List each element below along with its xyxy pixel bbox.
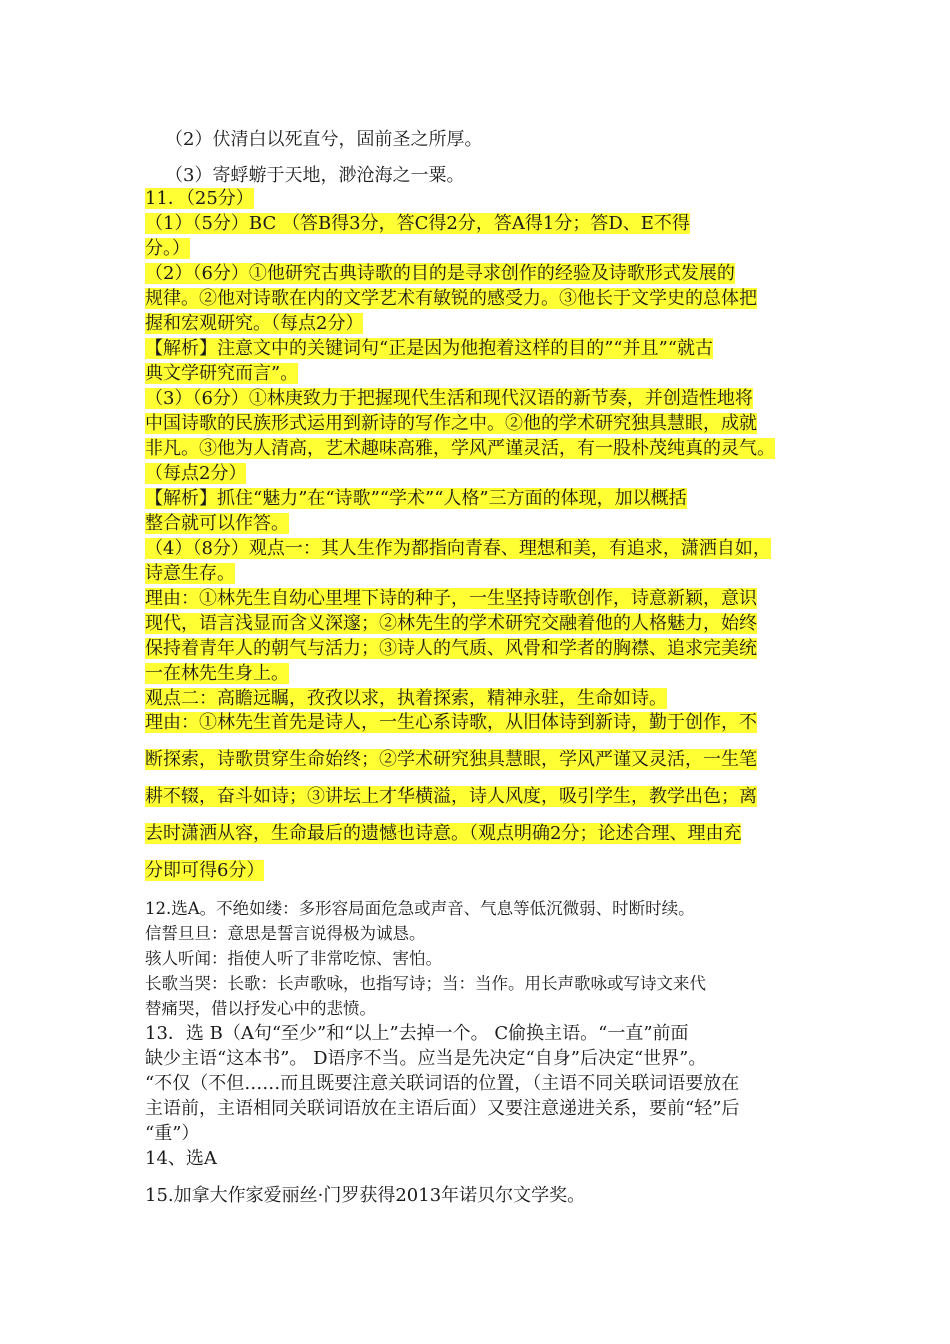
highlighted-line: 11．（25分） xyxy=(145,188,254,209)
highlighted-line: （每点2分） xyxy=(145,463,247,484)
text-line: 替痛哭，借以抒发心中的悲愤。 xyxy=(145,999,376,1018)
text-line: “重”） xyxy=(145,1123,200,1144)
highlighted-line: 分。） xyxy=(145,238,190,259)
highlighted-line: 中国诗歌的民族形式运用到新诗的写作之中。②他的学术研究独具慧眼，成就 xyxy=(145,413,757,434)
text-line: （2）伏清白以死直兮，固前圣之所厚。 xyxy=(165,129,483,150)
highlighted-line: 【解析】注意文中的关键词句“正是因为他抱着这样的目的”“并且”“就古 xyxy=(145,338,714,359)
text-line: 缺少主语“这本书”。 D语序不当。应当是先决定“自身”后决定“世界”。 xyxy=(145,1048,707,1069)
text-line: 15.加拿大作家爱丽丝·门罗获得2013年诺贝尔文学奖。 xyxy=(145,1185,586,1206)
highlighted-line: 典文学研究而言”。 xyxy=(145,363,299,384)
text-line: （3）寄蜉蝣于天地，渺沧海之一粟。 xyxy=(165,165,465,186)
highlighted-line: 保持着青年人的朝气与活力；③诗人的气质、风骨和学者的胸襟、追求完美统 xyxy=(145,638,757,659)
highlighted-line: （2）（6分）①他研究古典诗歌的目的是寻求创作的经验及诗歌形式发展的 xyxy=(145,263,735,284)
highlighted-line: （1）（5分）BC （答B得3分，答C得2分，答A得1分；答D、E不得 xyxy=(145,213,690,234)
highlighted-line: 诗意生存。 xyxy=(145,563,235,584)
highlighted-line: （4）（8分）观点一：其人生作为都指向青春、理想和美，有追求，潇洒自如， xyxy=(145,538,771,559)
highlighted-line: 规律。②他对诗歌在内的文学艺术有敏锐的感受力。③他长于文学史的总体把 xyxy=(145,288,757,309)
highlighted-line: 断探索，诗歌贯穿生命始终；②学术研究独具慧眼，学风严谨又灵活，一生笔 xyxy=(145,749,757,770)
highlighted-line: 理由：①林先生自幼心里埋下诗的种子，一生坚持诗歌创作，诗意新颖，意识 xyxy=(145,588,757,609)
highlighted-line: 耕不辍，奋斗如诗；③讲坛上才华横溢，诗人风度，吸引学生，教学出色；离 xyxy=(145,786,757,807)
text-line: 信誓旦旦：意思是誓言说得极为诚恳。 xyxy=(145,924,426,943)
text-line: 长歌当哭：长歌：长声歌咏，也指写诗；当：当作。用长声歌咏或写诗文来代 xyxy=(145,974,706,993)
text-line: 13．选 B（A句“至少”和“以上”去掉一个。 C偷换主语。“一直”前面 xyxy=(145,1023,689,1044)
highlighted-line: 观点二：高瞻远瞩，孜孜以求，执着探索，精神永驻，生命如诗。 xyxy=(145,688,667,709)
highlighted-line: 分即可得6分） xyxy=(145,860,265,881)
highlighted-line: （3）（6分）①林庚致力于把握现代生活和现代汉语的新节奏，并创造性地将 xyxy=(145,388,753,409)
highlighted-line: 去时潇洒从容，生命最后的遗憾也诗意。（观点明确2分；论述合理、理由充 xyxy=(145,823,742,844)
highlighted-line: 非凡。③他为人清高，艺术趣味高雅，学风严谨灵活，有一股朴茂纯真的灵气。 xyxy=(145,438,775,459)
highlighted-line: 现代，语言浅显而含义深邃；②林先生的学术研究交融着他的人格魅力，始终 xyxy=(145,613,757,634)
highlighted-line: 理由：①林先生首先是诗人，一生心系诗歌，从旧体诗到新诗，勤于创作，不 xyxy=(145,712,757,733)
highlighted-line: 握和宏观研究。（每点2分） xyxy=(145,313,364,334)
text-line: “不仅（不但……而且既要注意关联词语的位置，（主语不同关联词语要放在 xyxy=(145,1073,740,1094)
highlighted-line: 一在林先生身上。 xyxy=(145,663,289,684)
highlighted-line: 整合就可以作答。 xyxy=(145,513,289,534)
text-line: 骇人听闻：指使人听了非常吃惊、害怕。 xyxy=(145,949,442,968)
highlighted-line: 【解析】抓住“魅力”在“诗歌”“学术”“人格”三方面的体现，加以概括 xyxy=(145,488,687,509)
text-line: 12.选A。不绝如缕：多形容局面危急或声音、气息等低沉微弱、时断时续。 xyxy=(145,899,695,918)
text-line: 主语前，主语相同关联词语放在主语后面）又要注意递进关系，要前“轻”后 xyxy=(145,1098,740,1119)
text-line: 14、选A xyxy=(145,1148,217,1169)
